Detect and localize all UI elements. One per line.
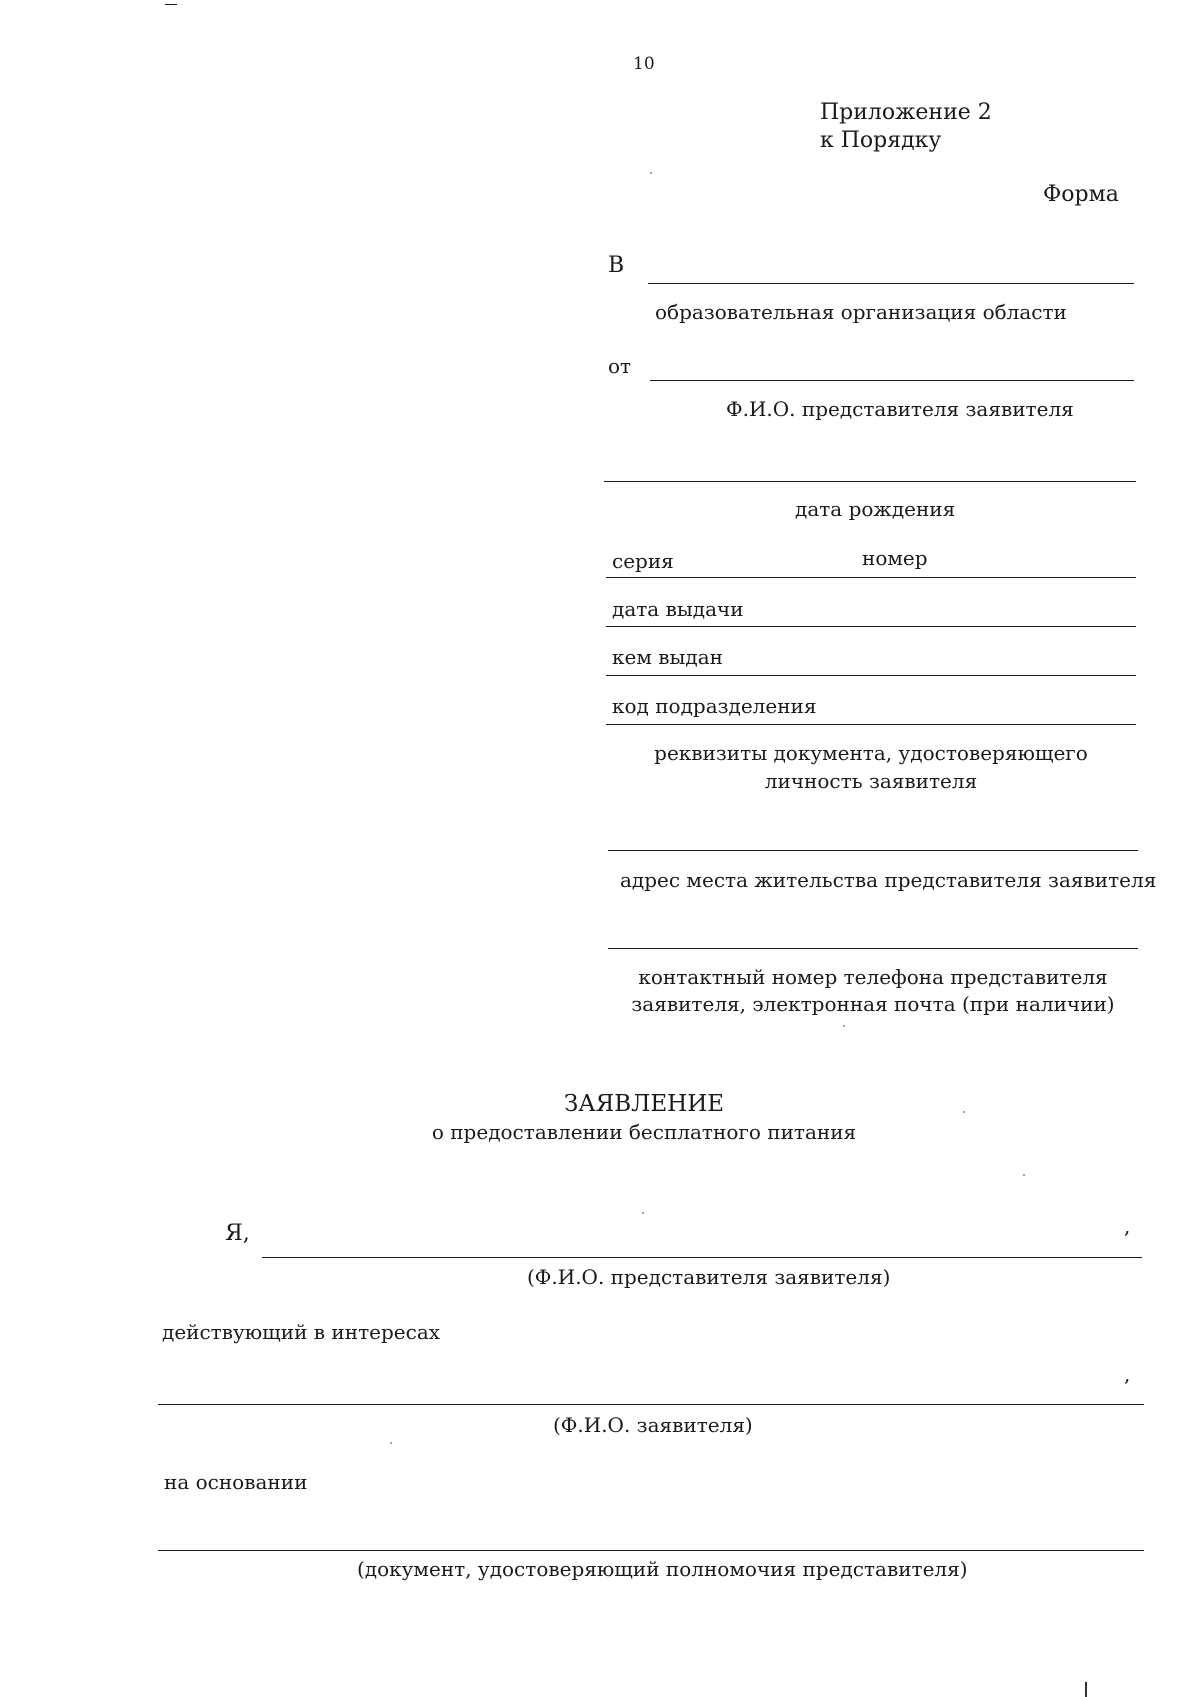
scan-speck (650, 172, 652, 174)
address-caption: адрес места жительства представителя заявителя (620, 868, 1157, 892)
division-code-line[interactable] (606, 724, 1136, 725)
statement-subtitle: о предоставлении бесплатного питания (431, 1120, 857, 1144)
scan-mark (165, 4, 177, 5)
from-line[interactable] (650, 380, 1134, 381)
issued-by-label: кем выдан (612, 645, 723, 669)
i-prefix: Я, (225, 1221, 250, 1246)
representative-name-line[interactable] (262, 1257, 1142, 1258)
to-line[interactable] (648, 283, 1134, 284)
contact-caption-line2: заявителя, электронная почта (при наличии) (631, 992, 1115, 1016)
appendix-label: Приложение 2 (820, 100, 992, 125)
division-code-label: код подразделения (612, 694, 817, 718)
to-order-label: к Порядку (820, 128, 942, 153)
i-comma: , (1124, 1214, 1131, 1238)
issued-by-line[interactable] (606, 675, 1136, 676)
scan-speck (642, 1212, 644, 1214)
id-doc-caption-line2: личность заявителя (764, 769, 978, 793)
id-doc-caption-line1: реквизиты документа, удостоверяющего (654, 741, 1088, 765)
statement-title: ЗАЯВЛЕНИЕ (563, 1091, 725, 1117)
birth-date-caption: дата рождения (795, 497, 956, 521)
address-line[interactable] (608, 850, 1138, 851)
scan-speck (1023, 1174, 1025, 1176)
scan-speck (963, 1111, 965, 1113)
applicant-caption: (Ф.И.О. заявителя) (553, 1413, 753, 1437)
acting-label: действующий в интересах (162, 1320, 441, 1344)
to-prefix: В (608, 253, 625, 278)
representative-caption: (Ф.И.О. представителя заявителя) (527, 1265, 891, 1289)
contact-caption-line1: контактный номер телефона представителя (638, 965, 1108, 989)
acting-comma: , (1124, 1362, 1131, 1386)
basis-label: на основании (164, 1470, 308, 1494)
contact-line[interactable] (608, 948, 1138, 949)
series-label: серия (612, 549, 674, 573)
scan-speck (390, 1442, 392, 1444)
page-number: 10 (633, 54, 655, 74)
series-number-line[interactable] (606, 577, 1136, 578)
form-label: Форма (1043, 182, 1119, 207)
issue-date-label: дата выдачи (612, 597, 744, 621)
applicant-name-line[interactable] (158, 1404, 1144, 1405)
issue-date-line[interactable] (606, 626, 1136, 627)
number-label: номер (862, 546, 928, 570)
basis-caption: (документ, удостоверяющий полномочия представителя) (357, 1557, 968, 1581)
from-prefix: от (608, 354, 632, 378)
scan-speck (843, 1025, 845, 1027)
birth-date-line[interactable] (604, 481, 1136, 482)
from-caption: Ф.И.О. представителя заявителя (726, 397, 1074, 421)
to-caption: образовательная организация области (655, 300, 1067, 324)
scan-edge-mark (1085, 1682, 1087, 1697)
basis-line[interactable] (158, 1550, 1144, 1551)
